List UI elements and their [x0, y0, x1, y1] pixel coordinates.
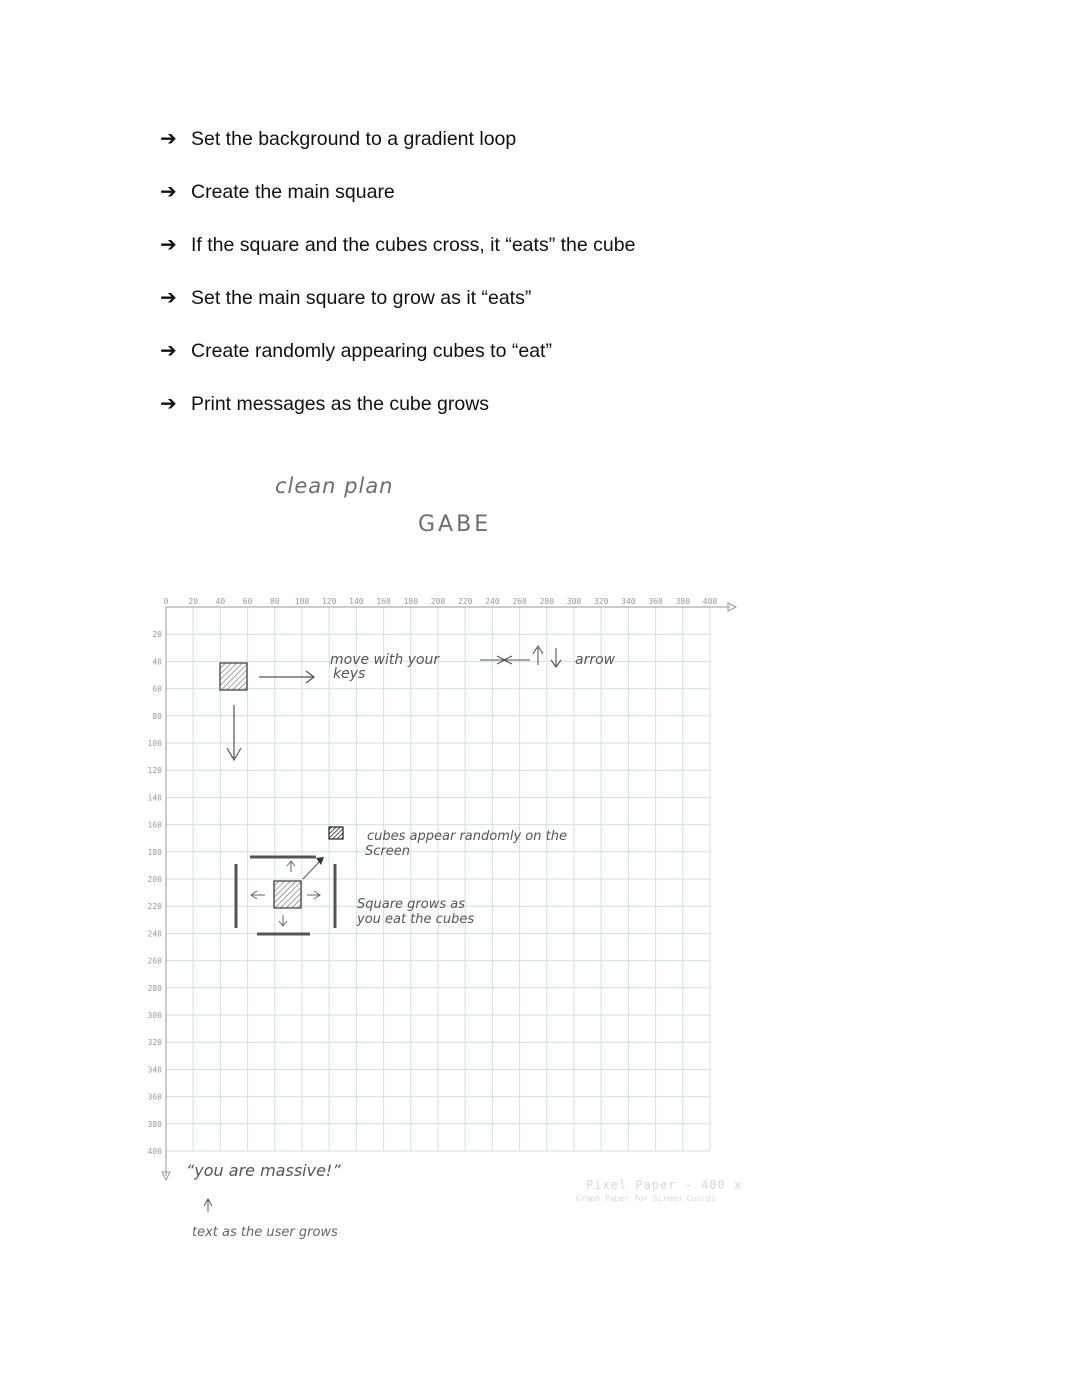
x-tick-label: 400 — [702, 597, 718, 606]
x-tick-label: 120 — [321, 597, 337, 606]
x-tick-label: 200 — [430, 597, 446, 606]
x-tick-label: 20 — [188, 597, 199, 606]
note-text: text as the user grows — [192, 1225, 338, 1240]
down-arrow-key-icon — [551, 648, 561, 667]
player-square — [220, 663, 247, 690]
y-tick-label: 260 — [147, 956, 162, 966]
note-cubes: cubes appear randomly on the — [367, 829, 567, 844]
x-tick-label: 60 — [242, 597, 253, 606]
y-tick-label: 120 — [147, 766, 162, 776]
x-tick-label: 0 — [163, 597, 169, 606]
note-keys: keys — [333, 666, 366, 682]
right-arrow-icon: ➔ — [160, 181, 177, 203]
x-tick-label: 80 — [269, 597, 280, 606]
x-tick-label: 380 — [675, 597, 691, 606]
paper-sublabel: Graph Paper for Screen Coordi — [576, 1194, 716, 1203]
y-tick-label: 320 — [147, 1038, 162, 1048]
note-eat: you eat the cubes — [357, 912, 475, 927]
y-tick-labels — [148, 630, 163, 1156]
x-tick-label: 160 — [376, 597, 391, 606]
grow-right-icon — [307, 891, 320, 899]
y-tick-label: 400 — [147, 1147, 162, 1156]
task-text: Create randomly appearing cubes to “eat” — [191, 340, 552, 362]
random-cube — [329, 827, 343, 839]
y-tick-label: 220 — [147, 902, 162, 912]
y-tick-label: 240 — [147, 929, 162, 939]
task-text: Set the background to a gradient loop — [191, 128, 517, 150]
x-tick-label: 220 — [457, 597, 473, 606]
x-tick-label: 140 — [349, 597, 364, 606]
right-arrow-icon: ➔ — [160, 393, 177, 415]
x-tick-label: 100 — [294, 597, 310, 606]
x-tick-label: 40 — [215, 597, 226, 606]
y-tick-label: 80 — [152, 711, 162, 721]
down-arrow-icon — [227, 705, 241, 760]
y-tick-label: 380 — [147, 1119, 162, 1129]
right-arrow-icon: ➔ — [160, 128, 177, 150]
y-tick-label: 40 — [152, 657, 162, 667]
paper-label: Pixel Paper - 400 x — [586, 1178, 743, 1192]
y-tick-label: 140 — [147, 793, 162, 803]
grow-up-icon — [287, 861, 295, 872]
y-tick-label: 100 — [147, 739, 162, 748]
y-tick-label: 160 — [147, 820, 162, 830]
note-arrow: arrow — [575, 652, 616, 668]
y-tick-label: 200 — [147, 875, 162, 884]
x-tick-labels — [164, 597, 718, 606]
sketch-title: clean plan — [275, 474, 394, 498]
right-arrow-icon — [259, 671, 314, 683]
note-screen: Screen — [365, 844, 410, 859]
x-tick-label: 260 — [512, 597, 527, 606]
task-text: Create the main square — [191, 181, 395, 203]
note-grows: Square grows as — [357, 897, 466, 912]
task-text: If the square and the cubes cross, it “eats” the cube — [191, 234, 636, 256]
grow-left-icon — [251, 891, 265, 899]
sketch-author: GABE — [418, 512, 492, 537]
x-tick-label: 360 — [648, 597, 663, 606]
task-text: Set the main square to grow as it “eats” — [191, 287, 532, 309]
x-tick-label: 240 — [485, 597, 500, 606]
note-move: move with your — [330, 652, 440, 668]
right-arrow-icon: ➔ — [160, 340, 177, 362]
grow-down-icon — [279, 915, 287, 926]
right-arrow-icon: ➔ — [160, 234, 177, 256]
y-tick-label: 360 — [147, 1092, 162, 1102]
y-tick-label: 340 — [147, 1065, 162, 1075]
y-tick-label: 60 — [152, 684, 162, 694]
y-tick-label: 180 — [147, 847, 162, 857]
x-tick-label: 180 — [403, 597, 419, 606]
x-tick-label: 320 — [593, 597, 609, 606]
note-massive: “you are massive!” — [186, 1161, 341, 1180]
x-tick-label: 340 — [621, 597, 636, 606]
right-arrow-icon: ➔ — [160, 287, 177, 309]
left-right-arrow-keys-icon — [480, 656, 530, 664]
y-tick-label: 20 — [152, 630, 162, 640]
up-arrow-icon — [204, 1199, 212, 1212]
x-tick-label: 280 — [539, 597, 555, 606]
up-arrow-key-icon — [533, 646, 543, 665]
y-tick-label: 300 — [147, 1011, 162, 1020]
growing-square — [274, 881, 301, 908]
y-tick-label: 280 — [147, 983, 162, 993]
task-text: Print messages as the cube grows — [191, 393, 490, 415]
x-tick-label: 300 — [566, 597, 582, 606]
